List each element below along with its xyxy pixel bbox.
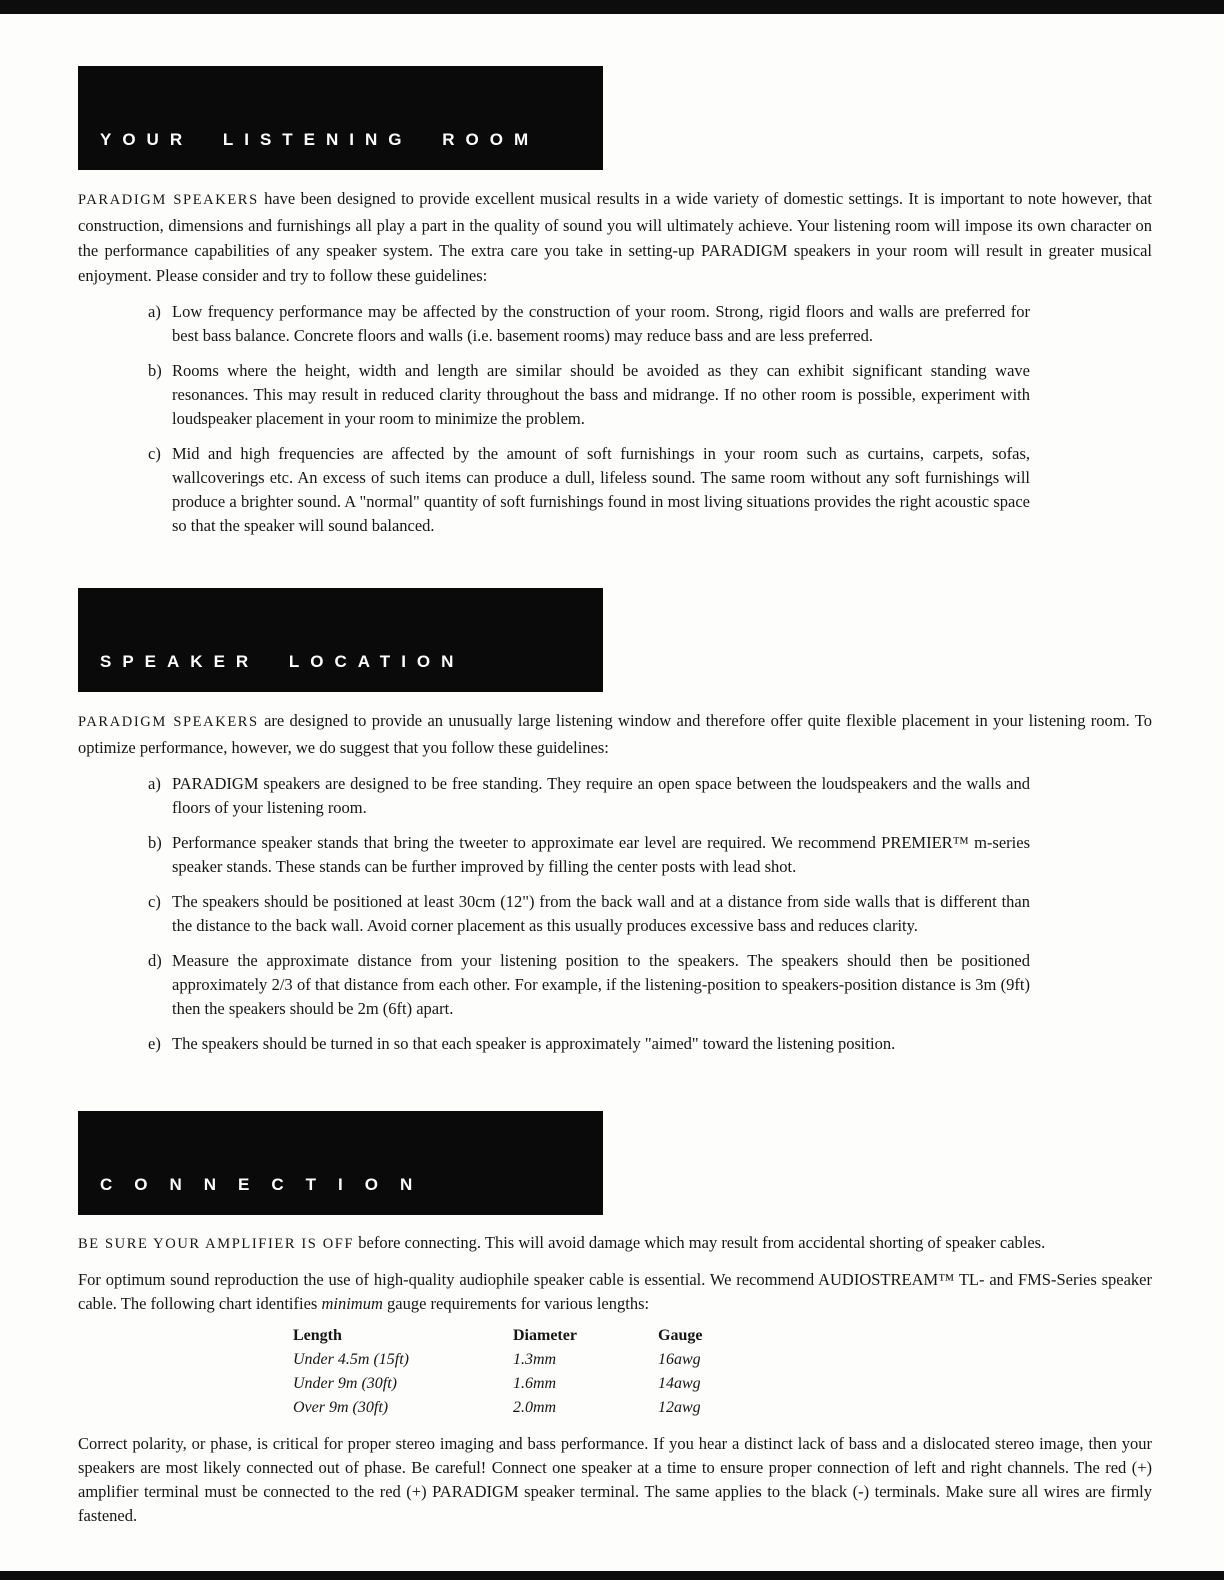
paragraph-body: gauge requirements for various lengths: [382,1294,650,1313]
cell-gauge: 16awg [658,1351,701,1368]
cell-diameter: 1.6mm [513,1375,557,1392]
list-item [148,890,1030,938]
table-row [293,1348,813,1372]
item-text: Performance speaker stands that bring the tweeter to approximate ear level are required. We recommend PREMIER™ m-series speaker stands. These stands can be further improved by filling the center posts with lead shot. [172,833,1030,876]
banner-title: CONNECTION [100,1175,435,1194]
list-item [148,1032,1030,1056]
emphasized-word: minimum [321,1294,383,1313]
item-label: b) [148,361,162,380]
item-text: PARADIGM speakers are designed to be free standing. They require an open space between the loudspeakers and the walls and floors of your listening room. [172,774,1030,817]
list-item [148,831,1030,879]
column-header-diameter: Diameter [513,1327,577,1344]
section-banner-connection [78,1111,603,1215]
item-text: Low frequency performance may be affected by the construction of your room. Strong, rigid floors and walls are preferred for best bass balance. Concrete floors and walls (i.e. basement rooms) may reduce bass and are less preferred. [172,302,1030,345]
lead-caps: BE SURE YOUR AMPLIFIER IS OFF [78,1236,355,1252]
cell-length: Under 4.5m (15ft) [293,1351,409,1368]
section-banner-speaker-location [78,588,603,692]
table-header-row [293,1324,813,1348]
paragraph-body: before connecting. This will avoid damage which may result from accidental shorting of speaker cables. [354,1233,1046,1252]
lead-caps: PARADIGM SPEAKERS [78,714,259,730]
intro-body: have been designed to provide excellent musical results in a wide variety of domestic settings. It is important to note however, that construction, dimensions and furnishings all play a part in the quality of sound you will ultimately achieve. Your listening room will impose its own character on the performance capabilities of any speaker system. The extra care you take in setting-up PARADIGM speakers in your room will result in greater musical enjoyment. Please consider and try to follow these guidelines: [78,189,1152,285]
listening-room-intro [78,186,1152,288]
cell-diameter: 2.0mm [513,1399,557,1416]
cell-gauge: 12awg [658,1399,701,1416]
item-text: Measure the approximate distance from your listening position to the speakers. The speakers should then be positioned approximately 2/3 of that distance from each other. For example, if the listening-position to speakers-position distance is 3m (9ft) then the speakers should be 2m (6ft) apart. [172,951,1030,1018]
polarity-paragraph: Correct polarity, or phase, is critical for proper stereo imaging and bass performance. If you hear a distinct lack of bass and a dislocated stereo image, then your speakers are most likely connected out of phase. Be careful! Connect one speaker at a time to ensure proper connection of left and right channels. The red (+) amplifier terminal must be connected to the red (+) PARADIGM speaker terminal. The same applies to the black (-) terminals. Make sure all wires are firmly fastened. [78,1434,1152,1525]
section-banner-listening-room [78,66,603,170]
cable-gauge-table [293,1324,813,1420]
table-row [293,1372,813,1396]
list-item [148,949,1030,1021]
speaker-location-intro [78,708,1152,760]
cell-length: Under 9m (30ft) [293,1375,397,1392]
column-header-length: Length [293,1327,342,1344]
item-text: The speakers should be turned in so that each speaker is approximately "aimed" toward the listening position. [172,1034,896,1053]
speaker-location-guidelines [78,772,1030,1056]
cell-length: Over 9m (30ft) [293,1399,389,1416]
cell-gauge: 14awg [658,1375,701,1392]
bottom-edge-bar [0,1571,1224,1580]
table-row [293,1396,813,1420]
listening-room-guidelines [78,300,1030,538]
item-label: a) [148,774,161,793]
list-item [148,359,1030,431]
list-item [148,772,1030,820]
top-edge-bar [0,0,1224,14]
item-label: a) [148,302,161,321]
list-item [148,442,1030,538]
column-header-gauge: Gauge [658,1327,703,1344]
cell-diameter: 1.3mm [513,1351,557,1368]
connection-warning [78,1231,1152,1256]
item-text: The speakers should be positioned at least 30cm (12") from the back wall and at a distance from side walls that is different than the distance to the back wall. Avoid corner placement as this usually produces excessive bass and reduces clarity. [172,892,1030,935]
cable-recommendation [78,1268,1152,1316]
paragraph-body: For optimum sound reproduction the use of high-quality audiophile speaker cable is essential. We recommend AUDIOSTREAM™ TL- and FMS-Series speaker cable. The following chart identifies [78,1270,1152,1313]
item-label: c) [148,444,161,463]
lead-caps: PARADIGM SPEAKERS [78,192,259,208]
item-text: Mid and high frequencies are affected by the amount of soft furnishings in your room such as curtains, carpets, sofas, wallcoverings etc. An excess of such items can produce a dull, lifeless sound. The same room without any soft furnishings will produce a brighter sound. A "normal" quantity of soft furnishings found in most living situations provides the right acoustic space so that the speaker will sound balanced. [172,444,1030,535]
item-label: d) [148,951,162,970]
banner-title: SPEAKER LOCATION [100,652,465,671]
item-text: Rooms where the height, width and length are similar should be avoided as they can exhibit significant standing wave resonances. This may result in reduced clarity throughout the bass and midrange. If no other room is possible, experiment with loudspeaker placement in your room to minimize the problem. [172,361,1030,428]
intro-body: are designed to provide an unusually large listening window and therefore offer quite flexible placement in your listening room. To optimize performance, however, we do suggest that you follow these guidelines: [78,711,1152,757]
banner-title: YOUR LISTENING ROOM [100,130,540,149]
list-item [148,300,1030,348]
item-label: c) [148,892,161,911]
item-label: e) [148,1034,161,1053]
item-label: b) [148,833,162,852]
